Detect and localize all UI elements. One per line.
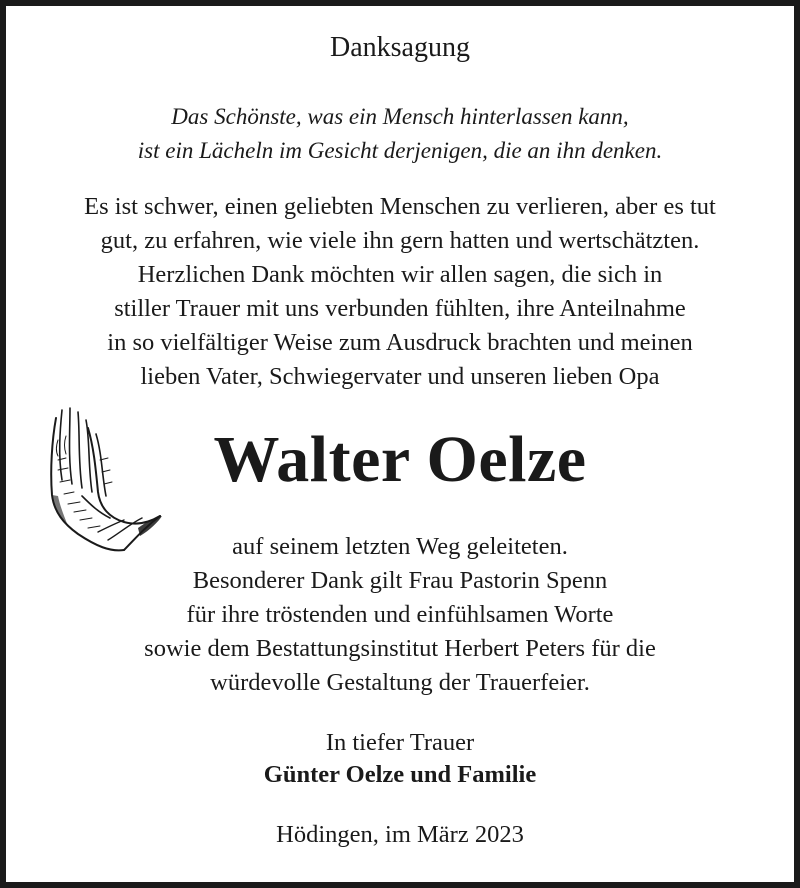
thanks-paragraph (0, 190, 800, 394)
paragraph-line: gut, zu erfahren, wie viele ihn gern hatten und wertschätzten. (100, 227, 700, 254)
paragraph-line: Besonderer Dank gilt Frau Pastorin Spenn (192, 567, 608, 594)
quote-line: ist ein Lächeln im Gesicht derjenigen, die an ihn denken. (137, 138, 663, 163)
place-and-date: Hödingen, im März 2023 (276, 821, 524, 848)
paragraph-line: für ihre tröstenden und einfühlsamen Worte (186, 601, 614, 628)
paragraph-line: würdevolle Gestaltung der Trauerfeier. (210, 669, 590, 696)
paragraph-line: auf seinem letzten Weg geleiteten. (232, 533, 568, 560)
paragraph-line: in so vielfältiger Weise zum Ausdruck brachten und meinen (107, 329, 693, 356)
mourning-phrase: In tiefer Trauer (325, 729, 475, 756)
paragraph-line: stiller Trauer mit uns verbunden fühlten, ihre Anteilnahme (114, 295, 686, 322)
paragraph-line: Es ist schwer, einen geliebten Menschen zu verlieren, aber es tut (84, 193, 716, 220)
notice-heading: Danksagung (330, 32, 470, 63)
memorial-quote (0, 100, 800, 168)
thanks-paragraph-2 (0, 530, 800, 700)
quote-line: Das Schönste, was ein Mensch hinterlassen kann, (171, 104, 629, 129)
paragraph-line: lieben Vater, Schwiegervater und unseren lieben Opa (140, 363, 660, 390)
mourners-signature: Günter Oelze und Familie (263, 761, 537, 788)
deceased-name: Walter Oelze (213, 423, 587, 496)
paragraph-line: Herzlichen Dank möchten wir allen sagen, die sich in (137, 261, 663, 288)
paragraph-line: sowie dem Bestattungsinstitut Herbert Peters für die (144, 635, 656, 662)
